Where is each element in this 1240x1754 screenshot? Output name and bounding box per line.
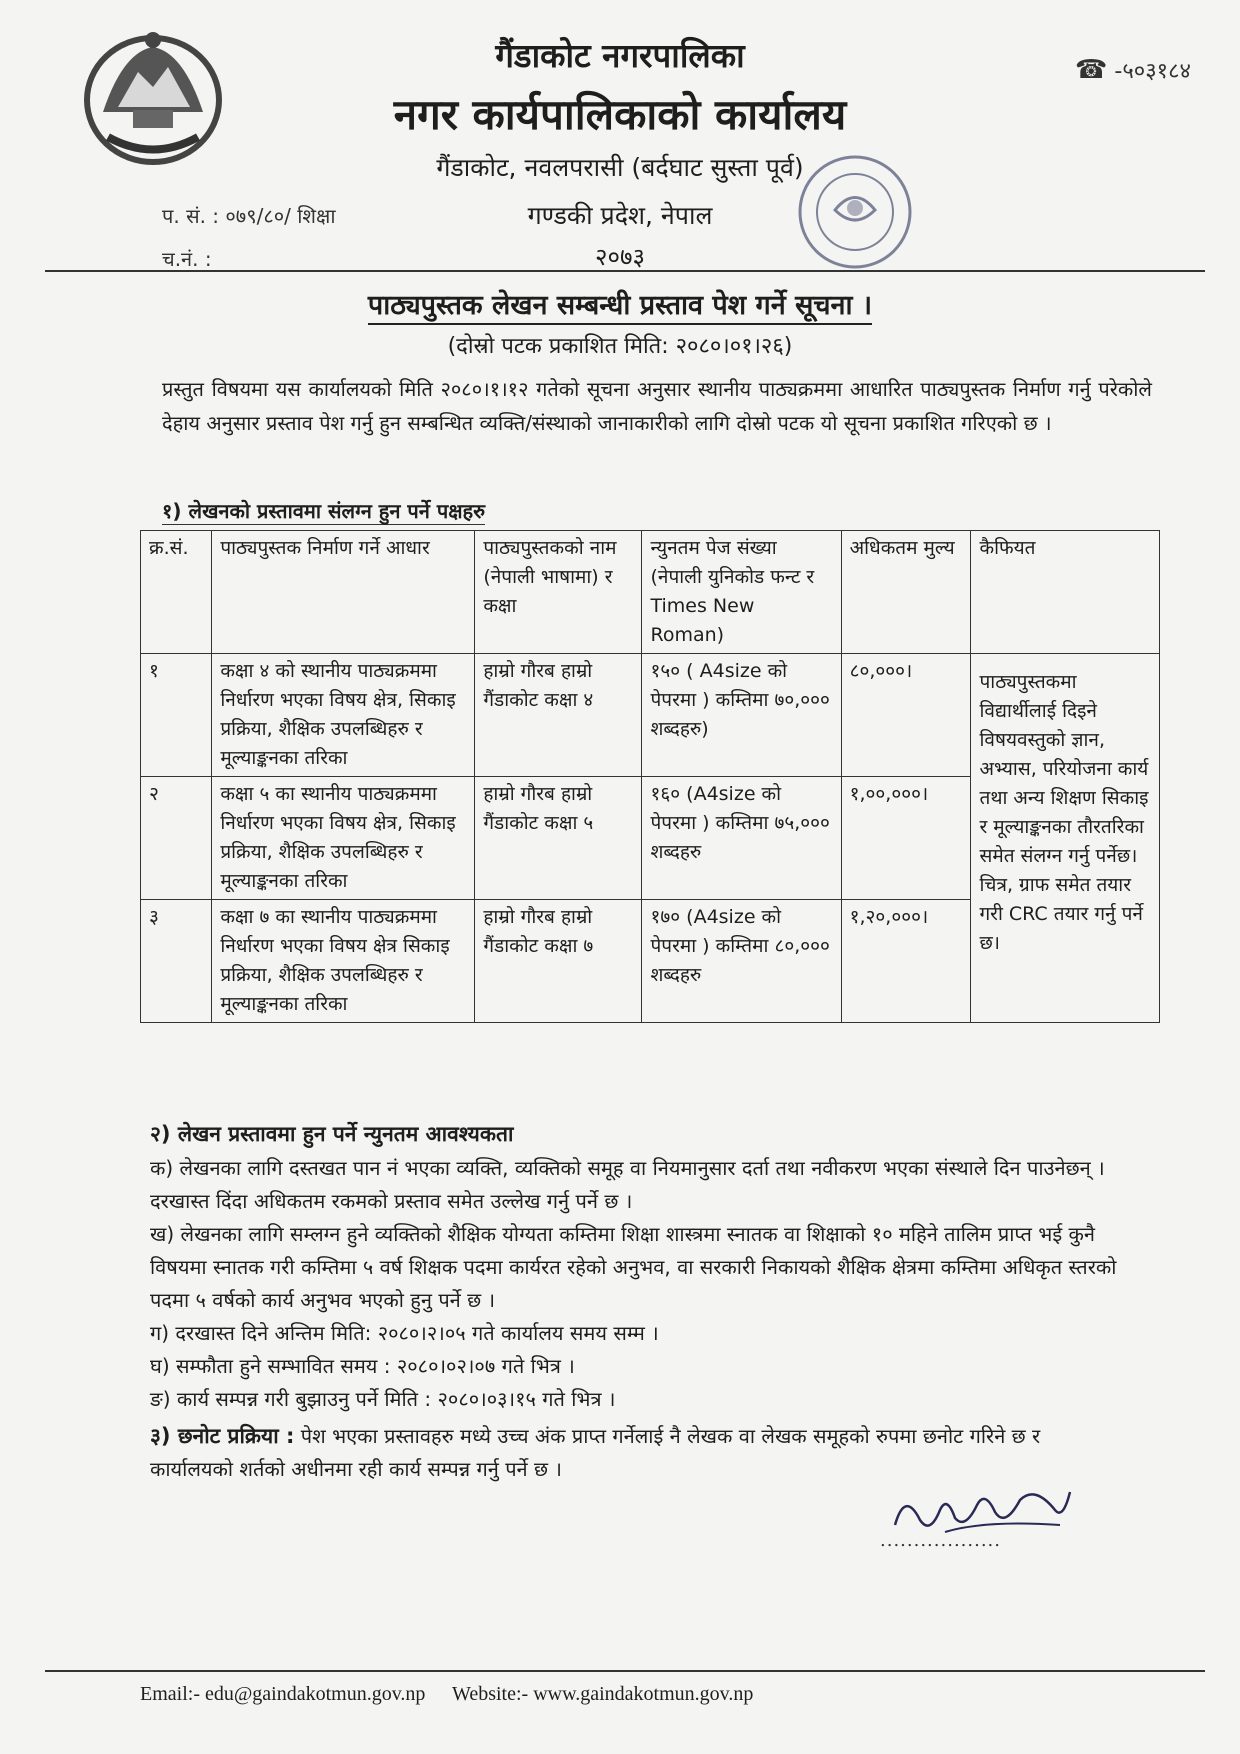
column-header: अधिकतम मुल्य — [841, 531, 971, 654]
table-cell-sn: १ — [141, 654, 212, 777]
section-2-list — [150, 1152, 1150, 1416]
column-header: क्र.सं. — [141, 531, 212, 654]
table-cell-pages: १५० ( A4size को पेपरमा ) कम्तिमा ७०,००० शब्दहरु) — [642, 654, 841, 777]
table-cell-price: ८०,०००। — [841, 654, 971, 777]
list-item: घ) सम्फौता हुने सम्भावित समय : २०८०।०२।०७ गते भित्र । — [150, 1354, 575, 1378]
notice-subtitle: (दोस्रो पटक प्रकाशित मिति: २०८०।०१।२६) — [447, 334, 793, 359]
column-header: पाठ्यपुस्तकको नाम (नेपाली भाषामा) र कक्षा — [475, 531, 642, 654]
header-divider — [45, 270, 1205, 272]
office-name: नगर कार्यपालिकाको कार्यालय — [393, 90, 847, 139]
table-cell-book: हाम्रो गौरब हाम्रो गैंडाकोट कक्षा ४ — [475, 654, 642, 777]
column-header: पाठ्यपुस्तक निर्माण गर्ने आधार — [212, 531, 475, 654]
established-year: २०७३ — [595, 243, 645, 271]
requirements-table — [140, 530, 1160, 1023]
table-header-row — [141, 531, 1160, 654]
table-cell-pages: १७० (A4size को पेपरमा ) कम्तिमा ८०,००० शब्दहरु — [642, 900, 841, 1023]
telephone-icon: ☎ — [1075, 55, 1108, 85]
section-2-heading: २) लेखन प्रस्तावमा हुन पर्ने न्युनतम आवश्यकता — [150, 1122, 514, 1146]
table-cell-basis: कक्षा ७ का स्थानीय पाठ्यक्रममा निर्धारण भएका विषय क्षेत्र सिकाइ प्रक्रिया, शैक्षिक उपलब्धिहरु र मूल्याङ्कनका तरिका — [212, 900, 475, 1023]
list-item: ङ) कार्य सम्पन्न गरी बुझाउनु पर्ने मिति : २०८०।०३।१५ गते भित्र । — [150, 1387, 616, 1411]
footer-website[interactable]: Website:- www.gaindakotmun.gov.np — [452, 1683, 754, 1705]
table-cell-basis: कक्षा ५ का स्थानीय पाठ्यक्रममा निर्धारण भएका विषय क्षेत्र, सिकाइ प्रक्रिया, शैक्षिक उपलब्धिहरु र मूल्याङ्कनका तरिका — [212, 777, 475, 900]
table-cell-basis: कक्षा ४ को स्थानीय पाठ्यक्रममा निर्धारण भएका विषय क्षेत्र, सिकाइ प्रक्रिया, शैक्षिक उपलब्धिहरु र मूल्याङ्कनका तरिका — [212, 654, 475, 777]
table-cell-sn: ३ — [141, 900, 212, 1023]
column-header: न्युनतम पेज संख्या (नेपाली युनिकोड फन्ट र Times New Roman) — [642, 531, 841, 654]
phone-number — [1075, 55, 1191, 85]
table-cell-remarks: पाठ्यपुस्तकमा विद्यार्थीलाई दिइने विषयवस्तुको ज्ञान, अभ्यास, परियोजना कार्य तथा अन्य शिक्षण सिकाइ र मूल्याङ्कनका तौरतरिका समेत संलग्न गर्नु पर्नेछ। चित्र, ग्राफ समेत तयार गरी CRC तयार गर्नु पर्ने छ। — [971, 654, 1160, 1023]
dispatch-number: च.नं. : — [162, 247, 212, 271]
notice-title — [0, 285, 1240, 322]
table-cell-price: १,२०,०००। — [841, 900, 971, 1023]
section-3-text: पेश भएका प्रस्तावहरु मध्ये उच्च अंक प्राप्त गर्नेलाई नै लेखक वा लेखक समूहको रुपमा छनोट गरिने छ र कार्यालयको शर्तको अधीनमा रही कार्य सम्पन्न गर्नु पर्ने छ । — [150, 1424, 1041, 1481]
table-cell-book: हाम्रो गौरब हाम्रो गैंडाकोट कक्षा ५ — [475, 777, 642, 900]
address-line-2: गण्डकी प्रदेश, नेपाल — [527, 201, 713, 230]
list-item: क) लेखनका लागि दस्तखत पान नं भएका व्यक्ति, व्यक्तिको समूह वा नियमानुसार दर्ता तथा नवीकरण भएका संस्थाले दिन पाउनेछन् । दरखास्त दिंदा अधिकतम रकमको प्रस्ताव समेत उल्लेख गर्नु पर्ने छ । — [150, 1156, 1105, 1213]
list-item: ग) दरखास्त दिने अन्तिम मिति: २०८०।२।०५ गते कार्यालय समय सम्म । — [150, 1321, 659, 1345]
table-row — [141, 654, 1160, 777]
notice-title-text: पाठ्यपुस्तक लेखन सम्बन्धी प्रस्ताव पेश गर्ने सूचना । — [368, 290, 872, 325]
section-1-heading: १) लेखनको प्रस्तावमा संलग्न हुन पर्ने पक्षहरु — [162, 499, 486, 523]
table-cell-sn: २ — [141, 777, 212, 900]
municipality-name: गैंडाकोट नगरपालिका — [495, 36, 745, 75]
table-cell-pages: १६० (A4size को पेपरमा ) कम्तिमा ७५,००० शब्दहरु — [642, 777, 841, 900]
section-3-heading: ३) छनोट प्रक्रिया : — [150, 1424, 295, 1448]
list-item: ख) लेखनका लागि सम्लग्न हुने व्यक्तिको शैक्षिक योग्यता कम्तिमा शिक्षा शास्त्रमा स्नातक वा शिक्षाको १० महिने तालिम प्राप्त भई कुनै विषयमा स्नातक गरी कम्तिमा ५ वर्ष शिक्षक पदमा कार्यरत रहेको अनुभव, वा सरकारी निकायको शैक्षिक क्षेत्रमा कम्तिमा अधिकृत स्तरको पदमा ५ वर्षको कार्य अनुभव भएको हुनु पर्ने छ । — [150, 1222, 1117, 1312]
reference-number: प. सं. : ०७९/८०/ शिक्षा — [162, 204, 336, 228]
column-header: कैफियत — [971, 531, 1160, 654]
address-line-1: गैंडाकोट, नवलपरासी (बर्दघाट सुस्ता पूर्व) — [436, 153, 804, 182]
table-cell-book: हाम्रो गौरब हाम्रो गैंडाकोट कक्षा ७ — [475, 900, 642, 1023]
section-3 — [150, 1420, 1110, 1486]
footer-email[interactable]: Email:- edu@gaindakotmun.gov.np — [140, 1683, 426, 1705]
footer-divider — [45, 1670, 1205, 1672]
signature-line: .................. — [880, 1530, 1001, 1551]
table-cell-price: १,००,०००। — [841, 777, 971, 900]
footer-contact — [140, 1683, 775, 1706]
notice-intro: प्रस्तुत विषयमा यस कार्यालयको मिति २०८०।१।१२ गतेको सूचना अनुसार स्थानीय पाठ्यक्रममा आधारित पाठ्यपुस्तक निर्माण गर्नु परेकोले देहाय अनुसार प्रस्ताव पेश गर्नु हुन सम्बन्धित व्यक्ति/संस्थाको जानाकारीको लागि दोस्रो पटक यो सूचना प्रकाशित गरिएको छ । — [162, 377, 1152, 435]
phone-value: -५०३१८४ — [1114, 59, 1191, 84]
